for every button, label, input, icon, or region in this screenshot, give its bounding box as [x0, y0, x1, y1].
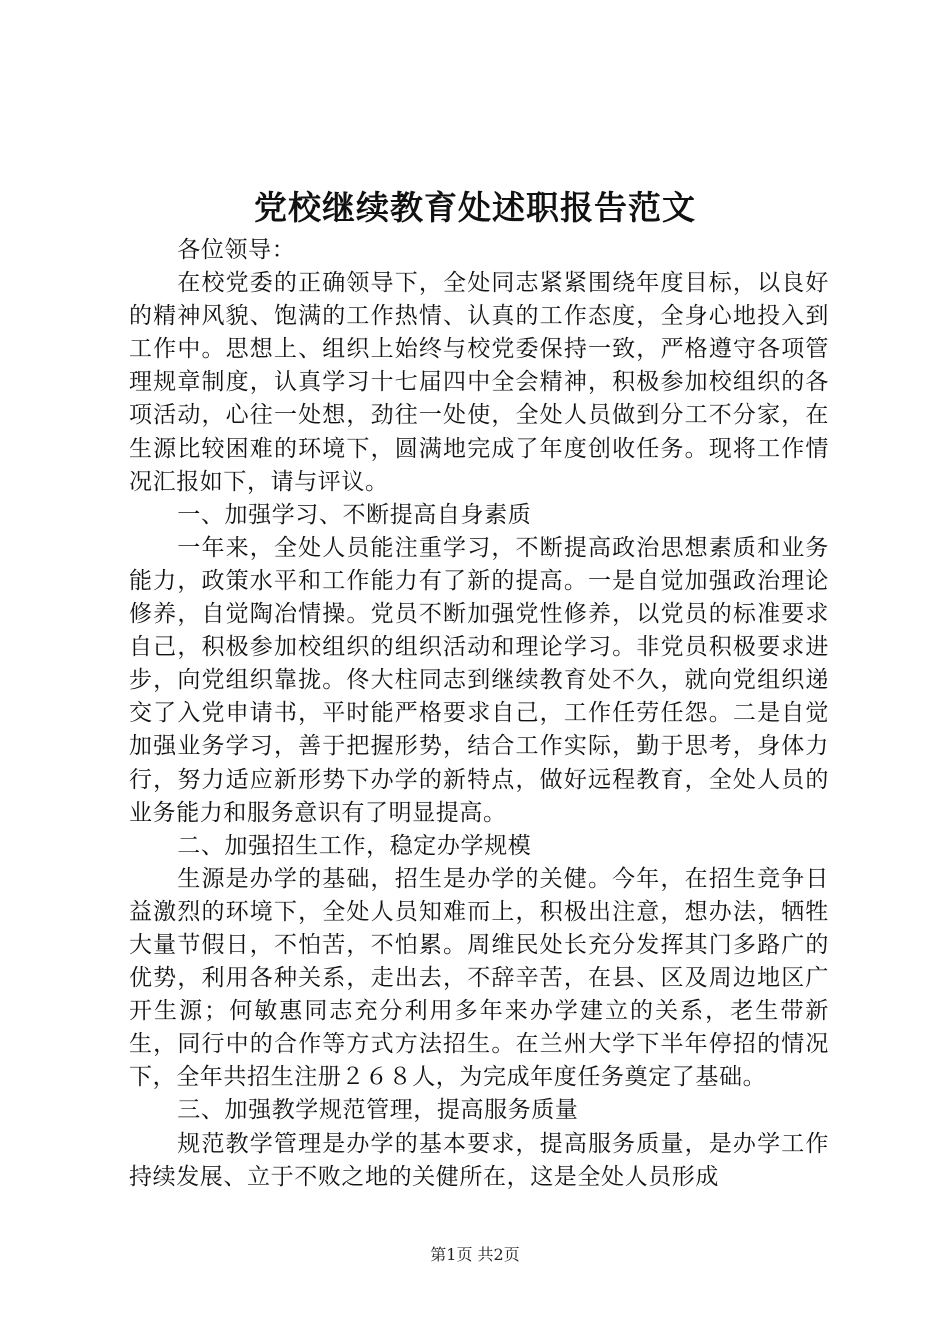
document-body	[129, 234, 829, 1194]
section-heading-2: 二、加强招生工作，稳定办学规模	[177, 832, 532, 859]
section-paragraph-1: 一年来，全处人员能注重学习，不断提高政治思想素质和业务能力，政策水平和工作能力有了新的提高。一是自觉加强政治理论修养，自觉陶冶情操。党员不断加强党性修养，以党员的标准要求自己，积极参加校组织的组织活动和理论学习。非党员积极要求进步，向党组织靠拢。佟大柱同志到继续教育处不久，就向党组织递交了入党申请书，平时能严格要求自己，工作任劳任怨。二是自觉加强业务学习，善于把握形势，结合工作实际，勤于思考，身体力行，努力适应新形势下办学的新特点，做好远程教育，全处人员的业务能力和服务意识有了明显提高。	[129, 534, 829, 826]
intro-paragraph: 在校党委的正确领导下，全处同志紧紧围绕年度目标，以良好的精神风貌、饱满的工作热情、认真的工作态度，全身心地投入到工作中。思想上、组织上始终与校党委保持一致，严格遵守各项管理规章制度，认真学习十七届四中全会精神，积极参加校组织的各项活动，心往一处想，劲往一处使，全处人员做到分工不分家，在生源比较困难的环境下，圆满地完成了年度创收任务。现将工作情况汇报如下，请与评议。	[129, 270, 829, 495]
document-title: 党校继续教育处述职报告范文	[254, 188, 696, 227]
page-number-footer: 第1页 共2页	[430, 1245, 520, 1264]
section-paragraph-2: 生源是办学的基础，招生是办学的关健。今年，在招生竞争日益激烈的环境下，全处人员知难而上，积极出注意，想办法，牺牲大量节假日，不怕苦，不怕累。周维民处长充分发挥其门多路广的优势，利用各种关系，走出去，不辞辛苦，在县、区及周边地区广开生源；何敏惠同志充分利用多年来办学建立的关系，老生带新生，同行中的合作等方式方法招生。在兰州大学下半年停招的情况下，全年共招生注册２６８人，为完成年度任务奠定了基础。	[129, 865, 829, 1091]
section-heading-3: 三、加强教学规范管理，提高服务质量	[177, 1097, 579, 1124]
section-paragraph-3: 规范教学管理是办学的基本要求，提高服务质量，是办学工作持续发展、立于不败之地的关健所在，这是全处人员形成	[129, 1130, 829, 1190]
salutation: 各位领导：	[177, 237, 296, 263]
section-heading-1: 一、加强学习、不断提高自身素质	[177, 501, 532, 528]
